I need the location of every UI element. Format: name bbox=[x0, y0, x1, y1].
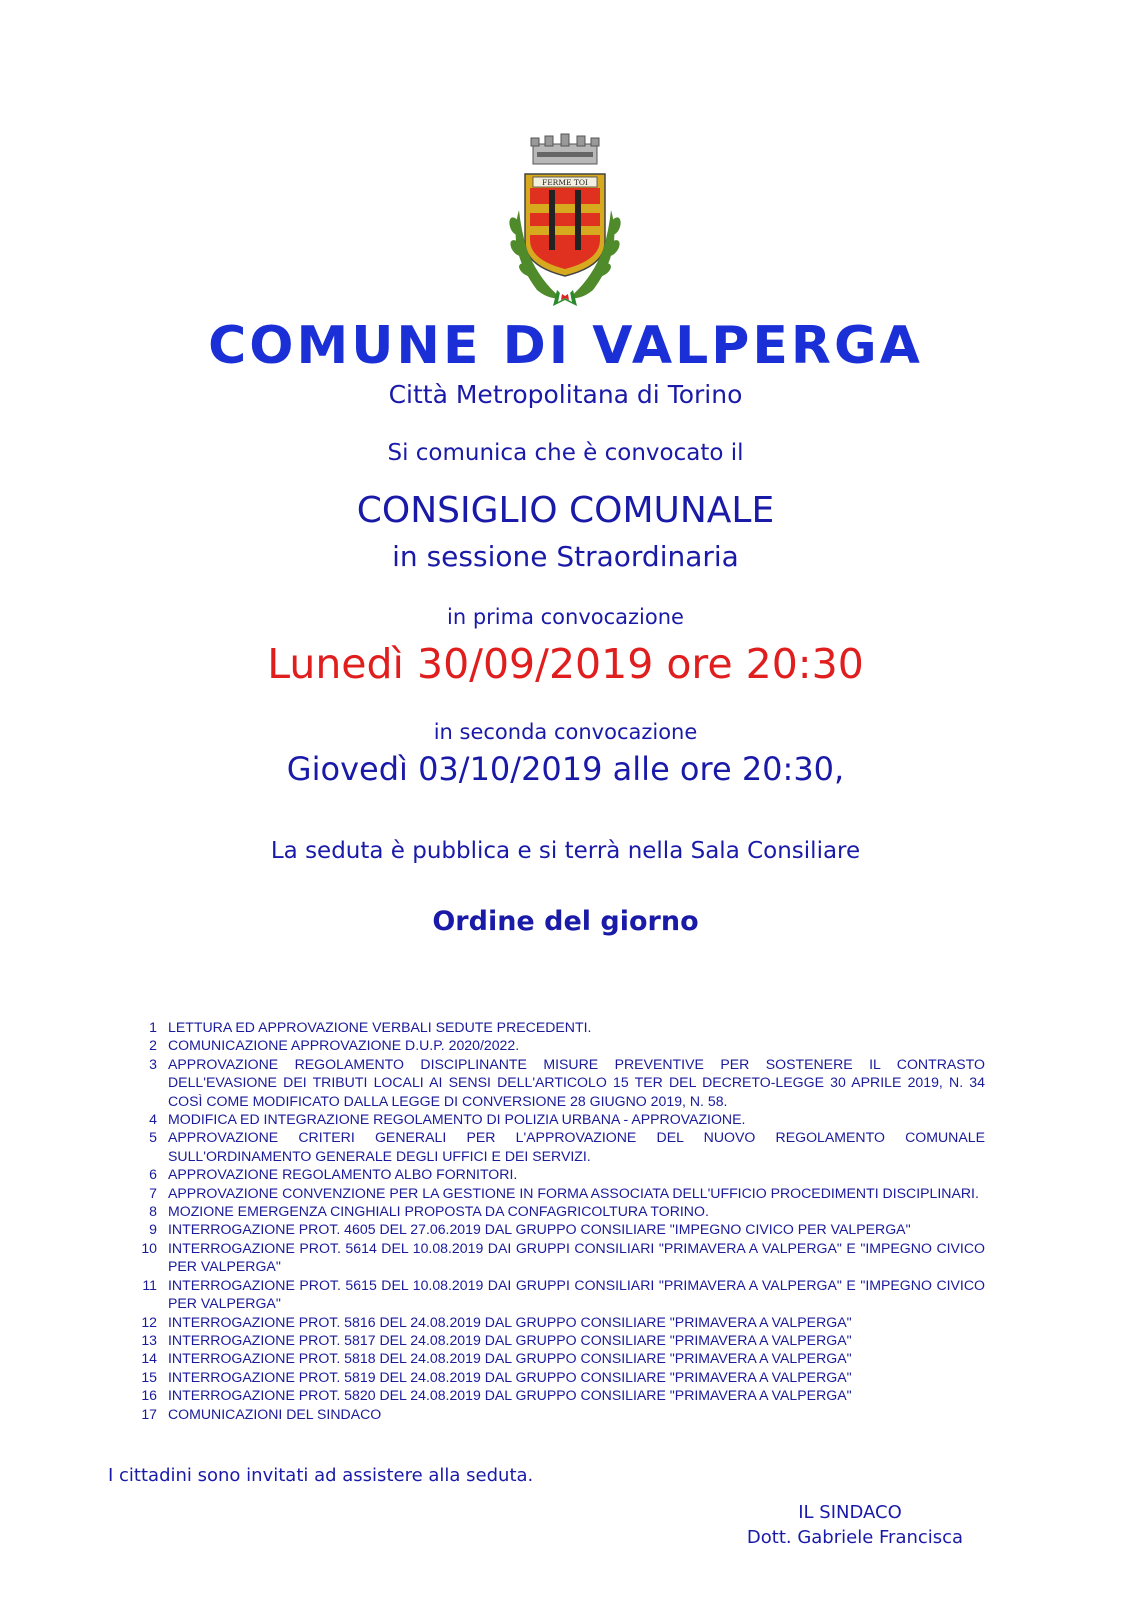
agenda-item-number: 10 bbox=[141, 1239, 157, 1256]
agenda-item-number: 14 bbox=[141, 1350, 157, 1367]
agenda-item-text: INTERROGAZIONE PROT. 4605 DEL 27.06.2019 DAL GRUPPO CONSILIARE "IMPEGNO CIVICO PER VALPERGA" bbox=[168, 1221, 911, 1238]
agenda-item-text: APPROVAZIONE REGOLAMENTO DISCIPLINANTE MISURE PREVENTIVE PER SOSTENERE IL CONTRASTO DELL'EVASIONE DEI TRIBUTI LOCALI AI SENSI DELL'ARTICOLO 15 TER DEL DECRETO-LEGGE 30 APRILE 2019, N. 34 COSÌ COME MODIFICATO DALLA LEGGE DI CONVERSIONE 28 GIUGNO 2019, N. 58. bbox=[168, 1055, 985, 1109]
agenda-item bbox=[135, 1165, 985, 1183]
second-call-date: Giovedì 03/10/2019 alle ore 20:30, bbox=[286, 750, 845, 788]
first-call-label: in prima convocazione bbox=[447, 605, 684, 629]
agenda-list bbox=[135, 1018, 985, 1423]
agenda-item bbox=[135, 1110, 985, 1128]
notice-intro: Si comunica che è convocato il bbox=[387, 440, 744, 466]
agenda-item bbox=[135, 1184, 985, 1202]
agenda-item-number: 7 bbox=[149, 1184, 157, 1201]
agenda-item bbox=[135, 1349, 985, 1367]
second-call-label: in seconda convocazione bbox=[433, 720, 698, 744]
agenda-item-number: 17 bbox=[141, 1405, 157, 1422]
agenda-item-text: APPROVAZIONE REGOLAMENTO ALBO FORNITORI. bbox=[168, 1166, 518, 1183]
agenda-item-number: 16 bbox=[141, 1387, 157, 1404]
agenda-item-text: MODIFICA ED INTEGRAZIONE REGOLAMENTO DI POLIZIA URBANA - APPROVAZIONE. bbox=[168, 1111, 746, 1128]
crown-icon bbox=[531, 134, 599, 164]
agenda-item-text: APPROVAZIONE CRITERI GENERALI PER L'APPROVAZIONE DEL NUOVO REGOLAMENTO COMUNALE SULL'ORDINAMENTO GENERALE DEGLI UFFICI E DEI SERVIZI. bbox=[168, 1129, 985, 1164]
agenda-item-number: 15 bbox=[141, 1368, 157, 1385]
agenda-item bbox=[135, 1018, 985, 1036]
agenda-item bbox=[135, 1202, 985, 1220]
agenda-item-number: 8 bbox=[149, 1203, 157, 1220]
agenda-item-number: 6 bbox=[149, 1166, 157, 1183]
agenda-item-text: MOZIONE EMERGENZA CINGHIALI PROPOSTA DA CONFAGRICOLTURA TORINO. bbox=[168, 1203, 709, 1220]
agenda-item bbox=[135, 1331, 985, 1349]
agenda-item-number: 5 bbox=[149, 1129, 157, 1146]
agenda-item-number: 1 bbox=[149, 1019, 157, 1035]
agenda-item-number: 9 bbox=[149, 1221, 157, 1238]
agenda-item bbox=[135, 1276, 985, 1313]
agenda-item-number: 12 bbox=[141, 1313, 157, 1330]
agenda-item bbox=[135, 1128, 985, 1165]
page-subtitle: Città Metropolitana di Torino bbox=[388, 380, 743, 409]
signatory-role: IL SINDACO bbox=[798, 1502, 902, 1523]
page-title: COMUNE DI VALPERGA bbox=[208, 316, 923, 376]
agenda-item bbox=[135, 1313, 985, 1331]
council-heading: CONSIGLIO COMUNALE bbox=[356, 490, 775, 531]
agenda-item bbox=[135, 1405, 985, 1423]
agenda-item-number: 2 bbox=[149, 1037, 157, 1054]
agenda-item-text: COMUNICAZIONE APPROVAZIONE D.U.P. 2020/2022. bbox=[168, 1037, 520, 1054]
first-call-date: Lunedì 30/09/2019 ore 20:30 bbox=[267, 640, 864, 688]
agenda-title: Ordine del giorno bbox=[432, 906, 699, 937]
agenda-item-text: APPROVAZIONE CONVENZIONE PER LA GESTIONE IN FORMA ASSOCIATA DELL'UFFICIO PROCEDIMENTI DISCIPLINARI. bbox=[168, 1184, 979, 1201]
agenda-item bbox=[135, 1386, 985, 1404]
coat-of-arms-logo bbox=[505, 130, 625, 310]
public-session-note: La seduta è pubblica e si terrà nella Sala Consiliare bbox=[270, 838, 861, 864]
ribbon-icon bbox=[553, 290, 577, 306]
agenda-item bbox=[135, 1036, 985, 1054]
agenda-item-text: INTERROGAZIONE PROT. 5817 DEL 24.08.2019 DAL GRUPPO CONSILIARE "PRIMAVERA A VALPERGA" bbox=[168, 1331, 852, 1348]
agenda-item-number: 11 bbox=[142, 1276, 157, 1293]
crest-motto: FERME TOI bbox=[542, 178, 588, 187]
agenda-item bbox=[135, 1220, 985, 1238]
agenda-item-text: COMUNICAZIONI DEL SINDACO bbox=[168, 1405, 382, 1422]
agenda-item bbox=[135, 1055, 985, 1110]
agenda-item-text: INTERROGAZIONE PROT. 5818 DEL 24.08.2019 DAL GRUPPO CONSILIARE "PRIMAVERA A VALPERGA" bbox=[168, 1350, 852, 1367]
agenda-item-text: INTERROGAZIONE PROT. 5614 DEL 10.08.2019 DAI GRUPPI CONSILIARI "PRIMAVERA A VALPERGA" E "IMPEGNO CIVICO PER VALPERGA" bbox=[168, 1239, 985, 1275]
session-type: in sessione Straordinaria bbox=[392, 540, 739, 573]
agenda-item-text: INTERROGAZIONE PROT. 5819 DEL 24.08.2019 DAL GRUPPO CONSILIARE "PRIMAVERA A VALPERGA" bbox=[168, 1368, 852, 1385]
agenda-item-text: LETTURA ED APPROVAZIONE VERBALI SEDUTE PRECEDENTI. bbox=[168, 1019, 592, 1035]
signatory-name: Dott. Gabriele Francisca bbox=[746, 1527, 964, 1548]
agenda-item-number: 13 bbox=[141, 1331, 157, 1348]
agenda-item-number: 3 bbox=[149, 1055, 157, 1072]
agenda-item-text: INTERROGAZIONE PROT. 5816 DEL 24.08.2019 DAL GRUPPO CONSILIARE "PRIMAVERA A VALPERGA" bbox=[168, 1313, 852, 1330]
agenda-item-text: INTERROGAZIONE PROT. 5615 DEL 10.08.2019 DAI GRUPPI CONSILIARI "PRIMAVERA A VALPERGA" E "IMPEGNO CIVICO PER VALPERGA" bbox=[168, 1276, 985, 1312]
agenda-item bbox=[135, 1368, 985, 1386]
invitation-note: I cittadini sono invitati ad assistere alla seduta. bbox=[108, 1465, 534, 1486]
shield-icon bbox=[525, 174, 605, 276]
agenda-item bbox=[135, 1239, 985, 1276]
agenda-item-text: INTERROGAZIONE PROT. 5820 DEL 24.08.2019 DAL GRUPPO CONSILIARE "PRIMAVERA A VALPERGA" bbox=[168, 1387, 852, 1404]
agenda-item-number: 4 bbox=[149, 1111, 157, 1128]
